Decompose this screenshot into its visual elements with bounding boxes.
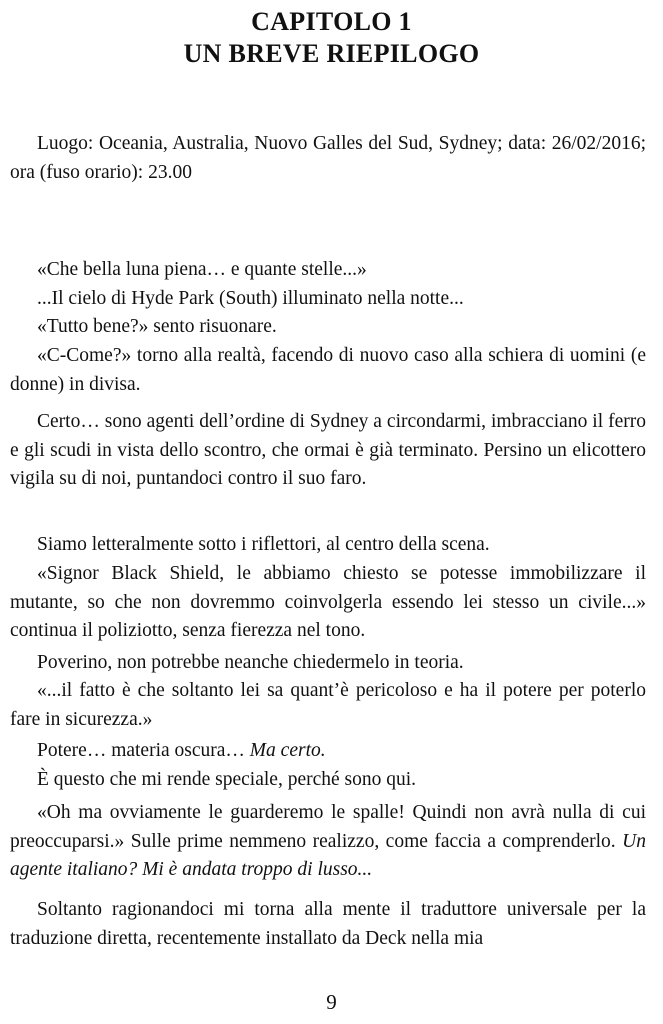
paragraph: «C-Come?» torno alla realtà, facendo di nuovo caso alla schiera di uomini (e donne) in divisa.	[10, 345, 646, 395]
chapter-heading	[0, 6, 663, 70]
paragraph-text: «Oh ma ovviamente le guarderemo le spalle! Quindi non avrà nulla di cui preoccuparsi.» Sulle prime nemmeno realizzo, come faccia a comprenderlo.	[10, 802, 646, 852]
paragraph-italic-text: Ma certo.	[249, 740, 326, 761]
paragraph-italic-text: Un agente italiano? Mi è andata troppo di lusso...	[10, 830, 646, 880]
paragraph: Poverino, non potrebbe neanche chiedermelo in teoria.	[37, 652, 464, 673]
setting-paragraph: Luogo: Oceania, Australia, Nuovo Galles del Sud, Sydney; data: 26/02/2016; ora (fuso orario): 23.00	[10, 133, 646, 183]
paragraph: Siamo letteralmente sotto i riflettori, al centro della scena.	[37, 534, 490, 555]
paragraph: È questo che mi rende speciale, perché sono qui.	[37, 769, 417, 790]
paragraph: Soltanto ragionandoci mi torna alla mente il traduttore universale per la traduzione diretta, recentemente installato da Deck nella mia	[10, 899, 646, 949]
paragraph: «Che bella luna piena… e quante stelle...»	[37, 259, 367, 280]
paragraph	[10, 799, 646, 885]
chapter-title: UN BREVE RIEPILOGO	[183, 39, 480, 68]
chapter-number: CAPITOLO 1	[251, 7, 412, 36]
paragraph: «Tutto bene?» sento risuonare.	[37, 316, 277, 337]
paragraph: «...il fatto è che soltanto lei sa quant’è pericoloso e ha il potere per poterlo fare in sicurezza.»	[10, 680, 646, 730]
paragraph-text: Potere… materia oscura…	[37, 740, 250, 761]
paragraph: Certo… sono agenti dell’ordine di Sydney a circondarmi, imbracciano il ferro e gli scudi in vista dello scontro, che ormai è già terminato. Persino un elicottero vigila su di noi, puntandoci contro il suo faro.	[10, 411, 646, 489]
paragraph: ...Il cielo di Hyde Park (South) illuminato nella notte...	[37, 288, 464, 309]
paragraph: «Signor Black Shield, le abbiamo chiesto se potesse immobilizzare il mutante, so che non dovremmo coinvolgerla essendo lei stesso un civile...» continua il poliziotto, senza fierezza nel tono.	[10, 563, 646, 641]
paragraph	[10, 737, 646, 766]
page-number: 9	[326, 990, 337, 1014]
